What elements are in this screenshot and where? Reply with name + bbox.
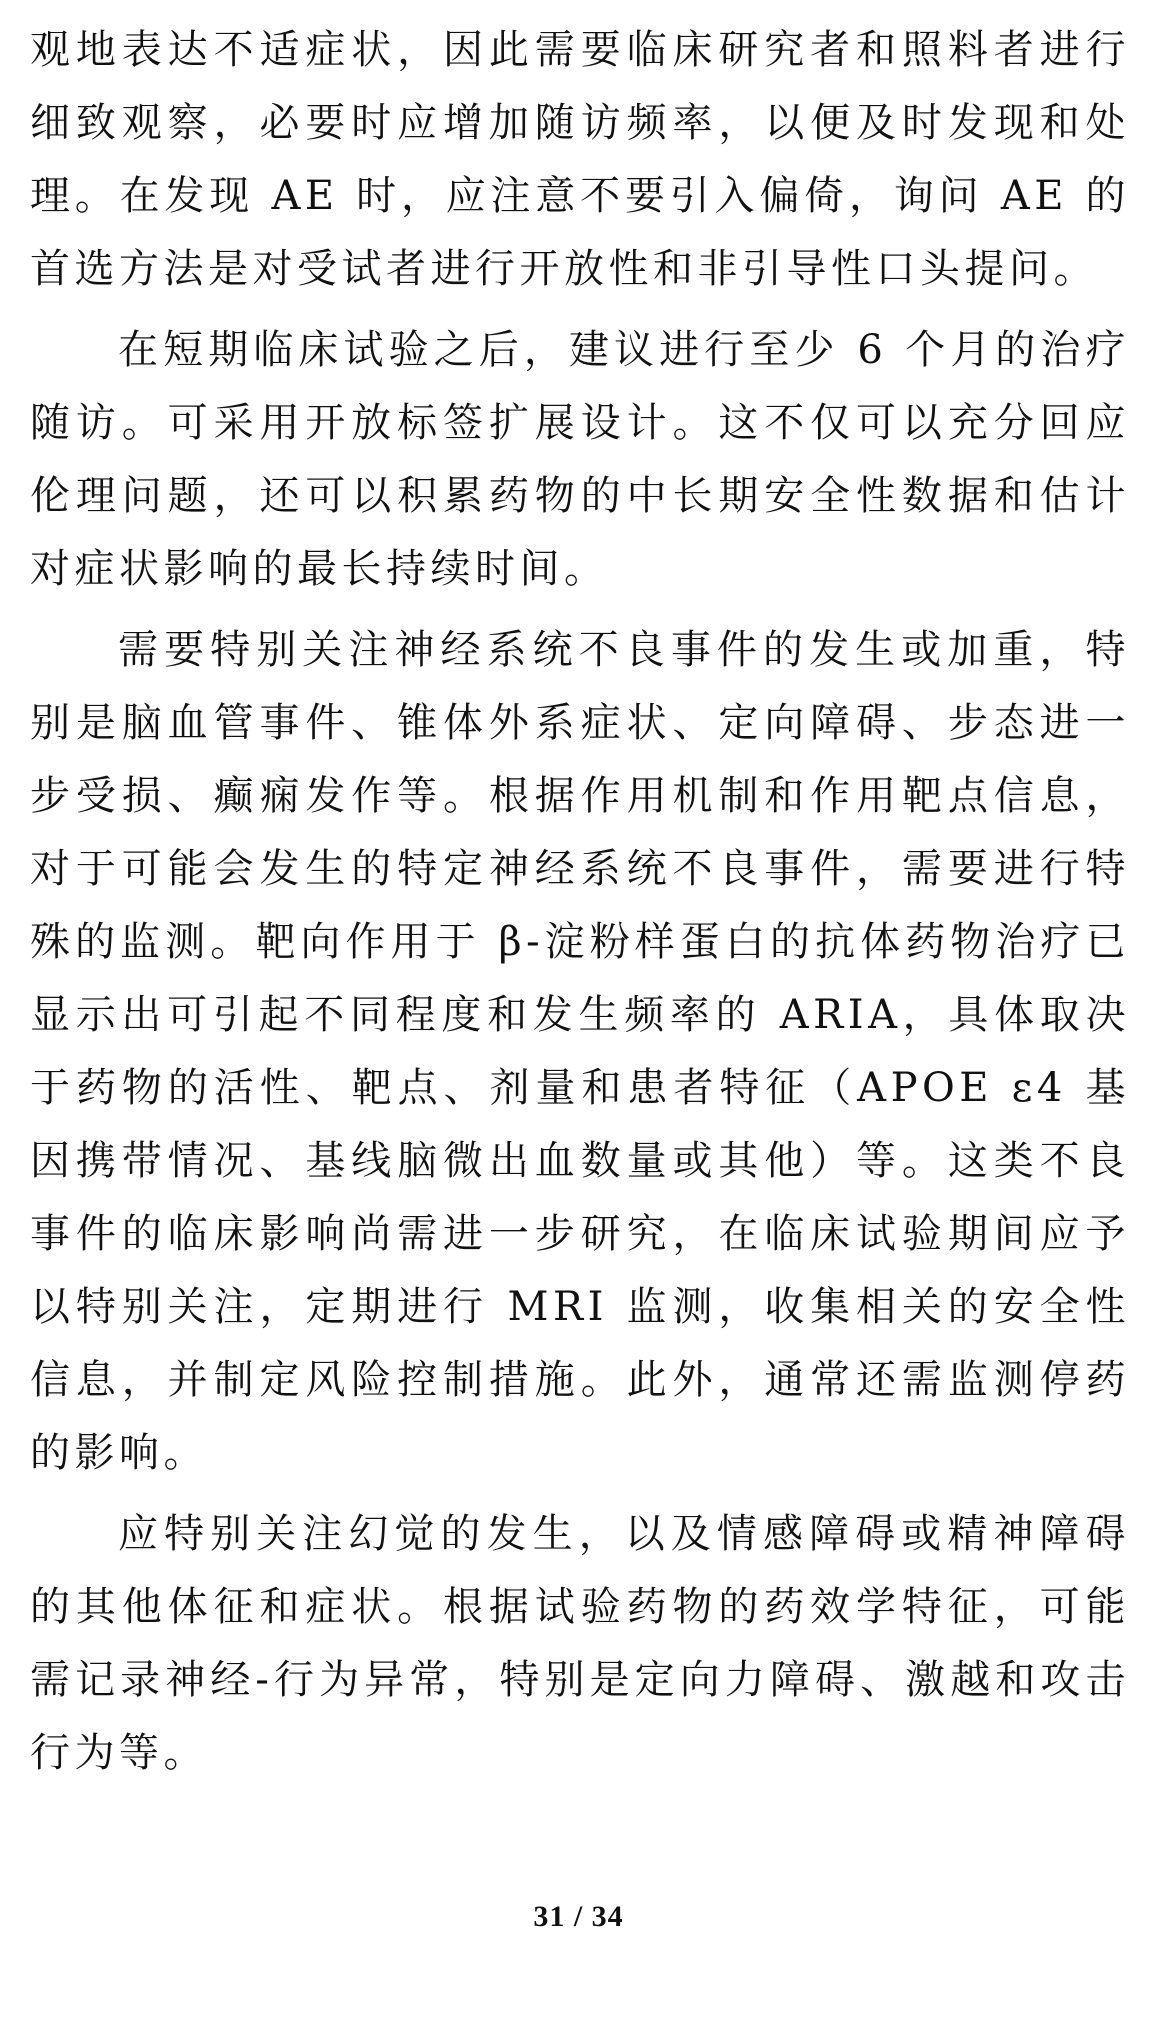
paragraph-psychiatric-events: 应特别关注幻觉的发生，以及情感障碍或精神障碍的其他体征和症状。根据试验药物的药效学特征，可能需记录神经-行为异常，特别是定向力障碍、激越和攻击行为等。 bbox=[30, 1511, 1130, 1776]
paragraph-neurological-events: 需要特别关注神经系统不良事件的发生或加重，特别是脑血管事件、锥体外系症状、定向障碍、步态进一步受损、癫痫发作等。根据作用机制和作用靶点信息，对于可能会发生的特定神经系统不良事件，需要进行特殊的监测。靶向作用于 β-淀粉样蛋白的抗体药物治疗已显示出可引起不同程度和发生频率的 ARIA，具体取决于药物的活性、靶点、剂量和患者特征（APOE ε4 基因携带情况、基线脑微出血数量或其他）等。这类不良事件的临床影响尚需进一步研究，在临床试验期间应予以特别关注，定期进行 MRI 监测，收集相关的安全性信息，并制定风险控制措施。此外，通常还需监测停药的影响。 bbox=[30, 627, 1130, 1476]
page-number: 31 / 34 bbox=[533, 1900, 624, 1933]
document-body bbox=[30, 14, 1130, 1790]
paragraph-continued: 观地表达不适症状，因此需要临床研究者和照料者进行细致观察，必要时应增加随访频率，以便及时发现和处理。在发现 AE 时，应注意不要引入偏倚，询问 AE 的首选方法是对受试者进行开放性和非引导性口头提问。 bbox=[30, 27, 1130, 292]
paragraph-follow-up: 在短期临床试验之后，建议进行至少 6 个月的治疗随访。可采用开放标签扩展设计。这不仅可以充分回应伦理问题，还可以积累药物的中长期安全性数据和估计对症状影响的最长持续时间。 bbox=[30, 327, 1130, 592]
